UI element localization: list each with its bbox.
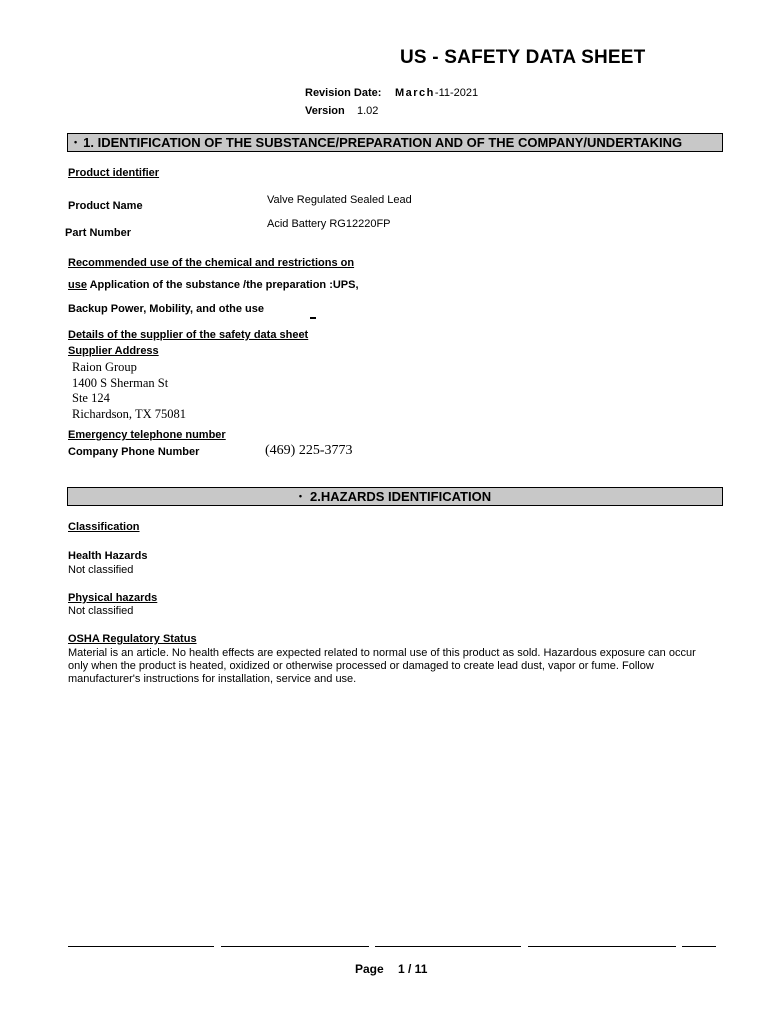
company-phone-label: Company Phone Number — [68, 446, 200, 458]
company-phone-number: (469) 225-3773 — [265, 443, 353, 458]
emergency-telephone-heading: Emergency telephone number — [68, 429, 226, 441]
address-line-3: Ste 124 — [72, 391, 110, 405]
revision-date-value — [395, 87, 478, 99]
physical-hazards-label: Physical hazards — [68, 592, 158, 604]
recommended-use-application: Application of the substance /the preparation :UPS, — [86, 279, 359, 291]
part-number-label: Part Number — [65, 227, 132, 239]
product-name-line-2: Acid Battery RG12220FP — [267, 218, 391, 230]
address-line-4: Richardson, TX 75081 — [72, 406, 186, 421]
health-hazards-value: Not classified — [68, 564, 134, 576]
product-name-line-1: Valve Regulated Sealed Lead — [267, 194, 412, 206]
section-2-bullet: • — [298, 491, 303, 501]
address-line-1: Raion Group — [72, 360, 137, 374]
section-1-header — [67, 133, 723, 152]
recommended-use-heading: Recommended use of the chemical and restrictions on — [68, 257, 355, 269]
document-title: US - SAFETY DATA SHEET — [400, 47, 646, 68]
footer-rule-4 — [528, 946, 676, 947]
page-label: Page — [355, 962, 384, 976]
supplier-details-heading: Details of the supplier of the safety data sheet — [68, 329, 309, 341]
page-number: 1 / 11 — [398, 962, 428, 976]
address-line-2: 1400 S Sherman St — [72, 375, 169, 390]
footer-rule-5 — [682, 946, 716, 947]
osha-status-text: Material is an article. No health effects are expected related to normal use of this product as sold. Hazardous exposure can occur only when the product is heated, oxidized or otherwise processed or damaged to create lead dust, vapor or fume. Follow manufacturer's instructions for installation, service and use. — [68, 647, 696, 685]
dash-mark — [310, 317, 316, 319]
footer-rule-2 — [221, 946, 369, 947]
section-1-bullet: • — [74, 137, 78, 147]
recommended-use-line-3: Backup Power, Mobility, and othe use — [68, 303, 264, 315]
physical-hazards-value: Not classified — [68, 605, 134, 617]
product-identifier-heading: Product identifier — [68, 167, 160, 179]
revision-month: March — [395, 87, 435, 99]
section-2-heading: 2.HAZARDS IDENTIFICATION — [310, 489, 492, 504]
version-label: Version — [305, 105, 345, 117]
health-hazards-label: Health Hazards — [68, 550, 148, 562]
recommended-use-word: use — [68, 279, 87, 291]
osha-status-label: OSHA Regulatory Status — [68, 633, 197, 645]
version-value: 1.02 — [357, 105, 379, 117]
supplier-address-label: Supplier Address — [68, 345, 159, 357]
section-1-heading: 1. IDENTIFICATION OF THE SUBSTANCE/PREPARATION AND OF THE COMPANY/UNDERTAKING — [83, 135, 683, 150]
footer-rule-3 — [375, 946, 521, 947]
revision-day-year: -11-2021 — [434, 87, 479, 99]
section-2-header — [67, 487, 723, 506]
footer-rule-1 — [68, 946, 214, 947]
supplier-address-block — [72, 360, 186, 422]
recommended-use-text — [68, 279, 359, 291]
product-name-label: Product Name — [68, 200, 143, 212]
revision-date-label: Revision Date: — [305, 87, 382, 99]
classification-heading: Classification — [68, 521, 140, 533]
